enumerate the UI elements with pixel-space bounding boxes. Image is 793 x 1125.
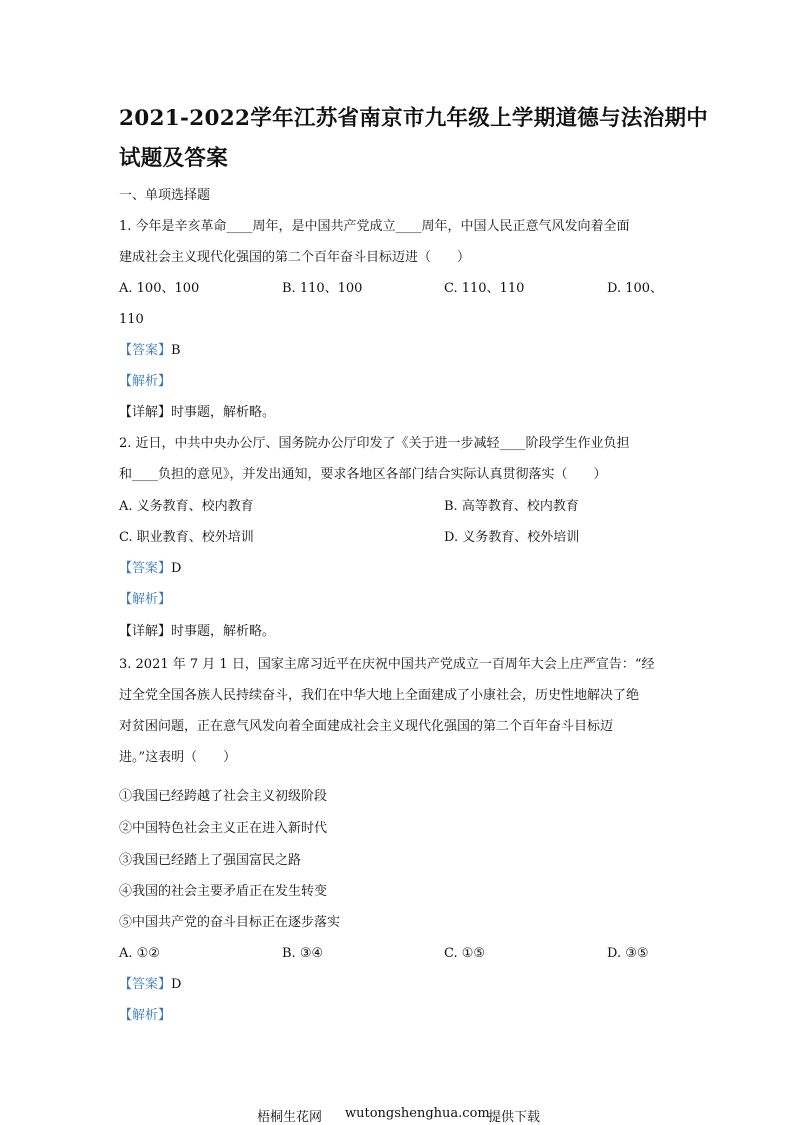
q1-text-line-1: 1. 今年是辛亥革命____周年，是中国共产党成立____周年，中国人民正意气风发向着全面 (119, 219, 630, 234)
detail-label: 【详解】 (119, 405, 172, 420)
q3-text-line-1: 3. 2021 年 7 月 1 日，国家主席习近平在庆祝中国共产党成立一百周年大会上庄严宣告：“经 (119, 657, 655, 672)
answer-value: D (171, 977, 182, 992)
q1-option-d-wrap: 110 (119, 312, 144, 327)
q3-statement-5: ⑤中国共产党的奋斗目标正在逐步落实 (119, 915, 341, 930)
q3-text-line-4: 进。”这表明（ ） (119, 750, 237, 765)
q1-detail (119, 405, 275, 421)
q2-text-line-1: 2. 近日，中共中央办公厅、国务院办公厅印发了《关于进一步减轻____阶段学生作业负担 (119, 436, 630, 451)
answer-value: D (171, 561, 182, 576)
answer-label: 【答案】 (119, 561, 172, 576)
q1-answer (119, 343, 181, 359)
q3-answer (119, 977, 181, 993)
q3-option-d: D. ③⑤ (607, 946, 649, 961)
q3-statement-2: ②中国特色社会主义正在进入新时代 (119, 821, 328, 836)
q2-option-c: C. 职业教育、校外培训 (119, 530, 254, 545)
q1-text-line-2: 建成社会主义现代化强国的第二个百年奋斗目标迈进（ ） (119, 250, 471, 265)
q3-statement-3: ③我国已经踏上了强国富民之路 (119, 853, 302, 868)
footer-url[interactable]: wutongshenghua.com (345, 1106, 490, 1121)
section-heading: 一、单项选择题 (119, 188, 211, 203)
q1-analysis-label: 【解析】 (119, 374, 172, 389)
detail-text: 时事题，解析略。 (171, 624, 276, 639)
q3-analysis-label: 【解析】 (119, 1008, 172, 1023)
doc-title-line-2: 试题及答案 (119, 146, 229, 171)
q2-answer (119, 561, 181, 577)
q3-option-c: C. ①⑤ (444, 946, 486, 961)
answer-label: 【答案】 (119, 977, 172, 992)
q1-option-c: C. 110、110 (444, 281, 525, 296)
q3-statement-1: ①我国已经跨越了社会主义初级阶段 (119, 789, 328, 804)
q2-option-b: B. 高等教育、校内教育 (444, 499, 579, 514)
q3-text-line-2: 过全党全国各族人民持续奋斗，我们在中华大地上全面建成了小康社会，历史性地解决了绝 (119, 688, 640, 703)
q3-option-a: A. ①② (119, 946, 160, 961)
detail-text: 时事题，解析略。 (171, 405, 276, 420)
q1-option-b: B. 110、100 (282, 281, 363, 296)
answer-label: 【答案】 (119, 343, 172, 358)
q3-option-b: B. ③④ (282, 946, 324, 961)
doc-title-line-1: 2021-2022学年江苏省南京市九年级上学期道德与法治期中 (119, 106, 709, 131)
q2-detail (119, 624, 275, 640)
answer-value: B (171, 343, 181, 358)
q3-statement-4: ④我国的社会主要矛盾正在发生转变 (119, 884, 328, 899)
q2-text-line-2: 和____负担的意见》，并发出通知，要求各地区各部门结合实际认真贯彻落实（ ） (119, 467, 607, 482)
footer-note: 提供下载 (488, 1110, 541, 1125)
detail-label: 【详解】 (119, 624, 172, 639)
q2-analysis-label: 【解析】 (119, 592, 172, 607)
q2-option-d: D. 义务教育、校外培训 (444, 530, 580, 545)
q3-text-line-3: 对贫困问题，正在意气风发向着全面建成社会主义现代化强国的第二个百年奋斗目标迈 (119, 719, 614, 734)
q1-option-d: D. 100、 (607, 281, 664, 296)
q2-option-a: A. 义务教育、校内教育 (119, 499, 254, 514)
q1-option-a: A. 100、100 (119, 281, 200, 296)
footer-site-name: 梧桐生花网 (257, 1110, 323, 1125)
